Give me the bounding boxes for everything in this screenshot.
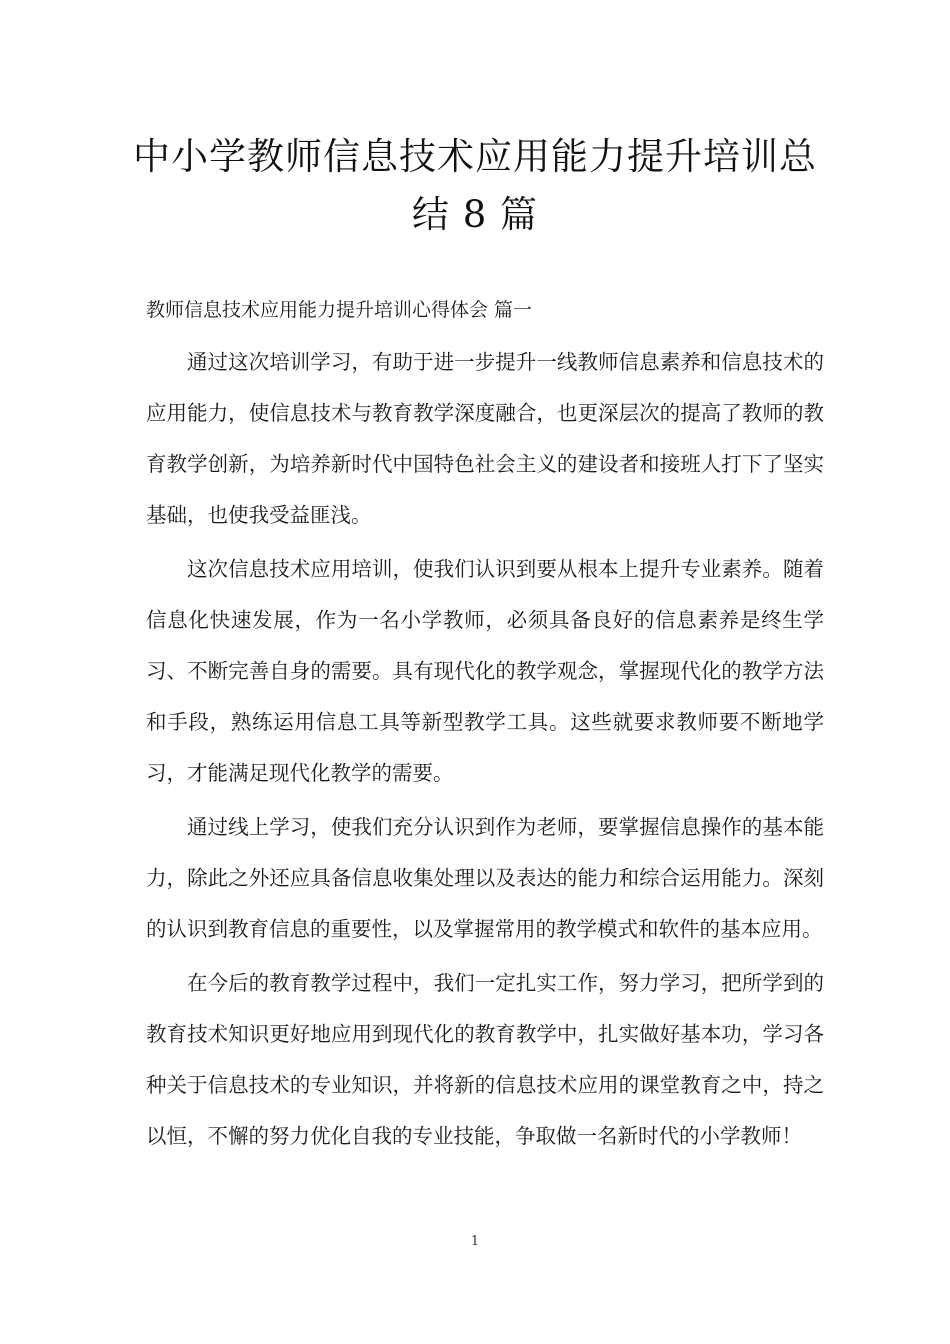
title-line-2: 结 8 篇 [411, 193, 539, 236]
document-title [120, 128, 830, 244]
document-body [146, 288, 824, 1165]
paragraph-4: 在今后的教育教学过程中，我们一定扎实工作，努力学习，把所学到的教育技术知识更好地应用到现代化的教育教学中，扎实做好基本功，学习各种关于信息技术的专业知识，并将新的信息技术应用的课堂教育之中，持之以恒，不懈的努力优化自我的专业技能，争取做一名新时代的小学教师！ [146, 971, 824, 1148]
title-line-1: 中小学教师信息技术应用能力提升培训总 [133, 135, 817, 178]
section-heading: 教师信息技术应用能力提升培训心得体会 篇一 [146, 299, 533, 321]
paragraph-2: 这次信息技术应用培训，使我们认识到要从根本上提升专业素养。随着信息化快速发展，作为一名小学教师，必须具备良好的信息素养是终生学习、不断完善自身的需要。具有现代化的教学观念，掌握现代化的教学方法和手段，熟练运用信息工具等新型教学工具。这些就要求教师要不断地学习，才能满足现代化教学的需要。 [146, 557, 824, 785]
paragraph-3: 通过线上学习，使我们充分认识到作为老师，要掌握信息操作的基本能力，除此之外还应具备信息收集处理以及表达的能力和综合运用能力。深刻的认识到教育信息的重要性，以及掌握常用的教学模式和软件的基本应用。 [146, 815, 824, 941]
page-number: 1 [470, 1234, 480, 1249]
paragraph-1: 通过这次培训学习，有助于进一步提升一线教师信息素养和信息技术的应用能力，使信息技术与教育教学深度融合，也更深层次的提高了教师的教育教学创新，为培养新时代中国特色社会主义的建设者和接班人打下了坚实基础，也使我受益匪浅。 [146, 350, 824, 527]
